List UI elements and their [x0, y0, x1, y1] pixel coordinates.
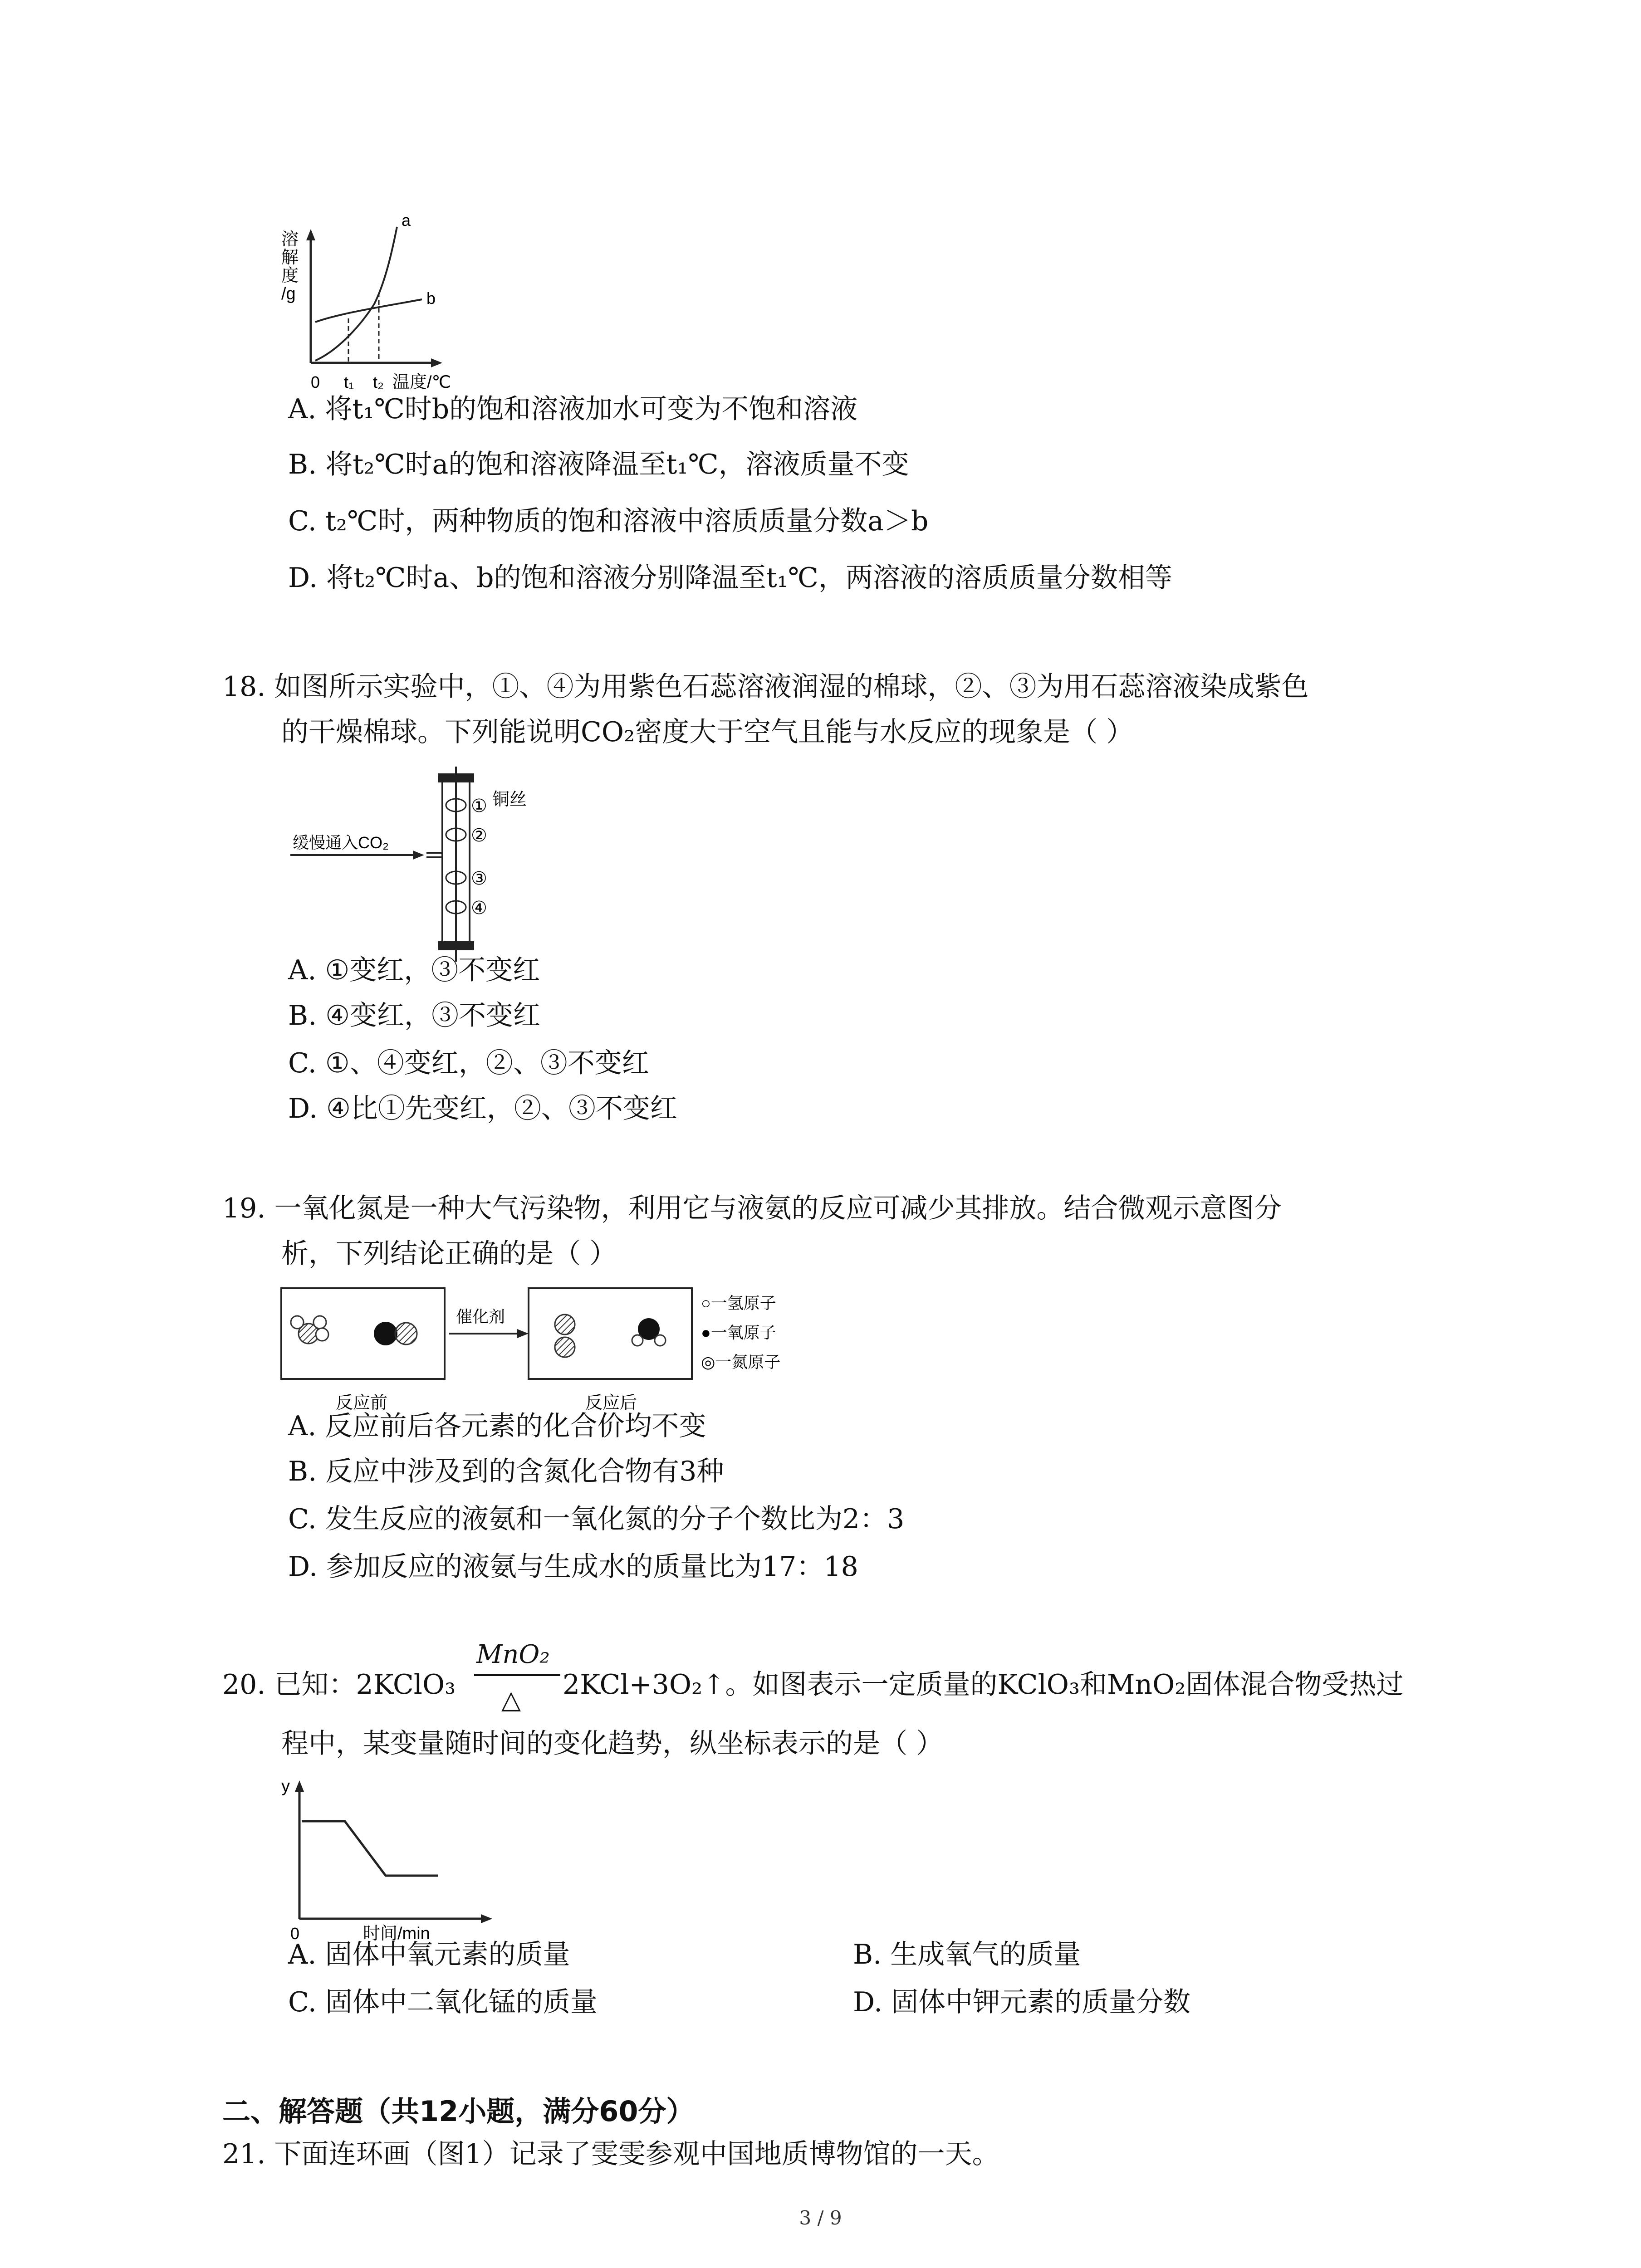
q20-origin-label: 0 — [290, 1924, 300, 1941]
q17-option-d: D. 将t₂℃时a、b的饱和溶液分别降温至t₁℃，两溶液的溶质质量分数相等 — [288, 562, 1172, 594]
q20-reaction-bar — [474, 1674, 560, 1676]
q18-option-c: C. ①、④变红，②、③不变红 — [288, 1047, 649, 1079]
q20-catalyst-bottom: △ — [501, 1685, 521, 1715]
q20-chart — [272, 1769, 508, 1941]
q17-option-a: A. 将t₁℃时b的饱和溶液加水可变为不饱和溶液 — [288, 393, 858, 425]
t2-label: t₂ — [373, 373, 384, 391]
q19-option-b: B. 反应中涉及到的含氮化合物有3种 — [288, 1456, 724, 1487]
copper-wire-label: 铜丝 — [492, 790, 527, 809]
after-caption: 反应后 — [585, 1393, 637, 1413]
q18-stem-line-1: 18. 如图所示实验中，①、④为用紫色石蕊溶液润湿的棉球，②、③为用石蕊溶液染成紫色 — [222, 671, 1309, 703]
t1-label: t₁ — [344, 373, 354, 391]
co2-tube-figure — [286, 767, 567, 962]
q20-option-d: D. 固体中钾元素的质量分数 — [853, 1986, 1191, 2018]
origin-label: 0 — [311, 373, 320, 391]
q19-option-c: C. 发生反应的液氨和一氧化氮的分子个数比为2：3 — [288, 1503, 905, 1535]
ball-label-1: ① — [471, 796, 487, 816]
q20-option-c: C. 固体中二氧化锰的质量 — [288, 1986, 598, 2018]
q20-option-b: B. 生成氧气的质量 — [853, 1939, 1081, 1970]
q20-stem-suffix: 2KCl+3O₂↑。如图表示一定质量的KClO₃和MnO₂固体混合物受热过 — [563, 1669, 1404, 1701]
y-axis-label-3: 度 — [281, 266, 299, 285]
q17-option-c: C. t₂℃时，两种物质的饱和溶液中溶质质量分数a＞b — [288, 505, 929, 537]
micro-reaction-figure — [277, 1284, 821, 1415]
q19-option-d: D. 参加反应的液氨与生成水的质量比为17：18 — [288, 1551, 858, 1583]
legend-oxygen: ●一氧原子 — [701, 1323, 776, 1342]
page-number: 3 / 9 — [799, 2207, 842, 2229]
q19-option-a: A. 反应前后各元素的化合价均不变 — [288, 1410, 706, 1442]
y-axis-label-2: 解 — [281, 248, 299, 267]
legend-nitrogen: ◎一氮原子 — [701, 1353, 781, 1371]
q20-x-label: 时间/min — [363, 1924, 430, 1941]
q21-stem: 21. 下面连环画（图1）记录了雯雯参观中国地质博物馆的一天。 — [222, 2138, 999, 2170]
ball-label-4: ④ — [471, 898, 487, 918]
q18-option-d: D. ④比①先变红，②、③不变红 — [288, 1093, 677, 1124]
q20-y-label: y — [281, 1777, 290, 1796]
q20-stem-prefix: 20. 已知：2KClO₃ — [222, 1669, 456, 1701]
q18-stem-line-2: 的干燥棉球。下列能说明CO₂密度大于空气且能与水反应的现象是（ ） — [281, 716, 1134, 748]
y-axis-label-4: /g — [281, 284, 296, 303]
q19-stem-line-2: 析，下列结论正确的是（ ） — [281, 1238, 617, 1270]
legend-hydrogen: ○一氢原子 — [701, 1294, 776, 1312]
curve-a-label: a — [402, 213, 411, 230]
q17-option-b: B. 将t₂℃时a的饱和溶液降温至t₁℃，溶液质量不变 — [288, 449, 909, 480]
q19-stem-line-1: 19. 一氧化氮是一种大气污染物，利用它与液氨的反应可减少其排放。结合微观示意图分 — [222, 1193, 1282, 1224]
q20-catalyst-top: MnO₂ — [476, 1640, 550, 1669]
q18-option-a: A. ①变红，③不变红 — [288, 954, 540, 986]
q20-stem-line-2: 程中，某变量随时间的变化趋势，纵坐标表示的是（ ） — [281, 1728, 944, 1760]
before-caption: 反应前 — [336, 1393, 388, 1413]
curve-b-label: b — [426, 289, 436, 308]
ball-label-2: ② — [471, 826, 487, 846]
catalyst-label: 催化剂 — [456, 1307, 505, 1326]
inlet-label: 缓慢通入CO₂ — [293, 833, 389, 852]
y-axis-label-1: 溶 — [281, 230, 299, 249]
q18-option-b: B. ④变红，③不变红 — [288, 1000, 541, 1031]
q20-option-a: A. 固体中氧元素的质量 — [288, 1939, 570, 1970]
x-axis-label: 温度/℃ — [392, 373, 451, 392]
solubility-chart — [272, 213, 481, 395]
ball-label-3: ③ — [471, 869, 487, 889]
section-2-title: 二、解答题（共12小题，满分60分） — [222, 2095, 695, 2128]
